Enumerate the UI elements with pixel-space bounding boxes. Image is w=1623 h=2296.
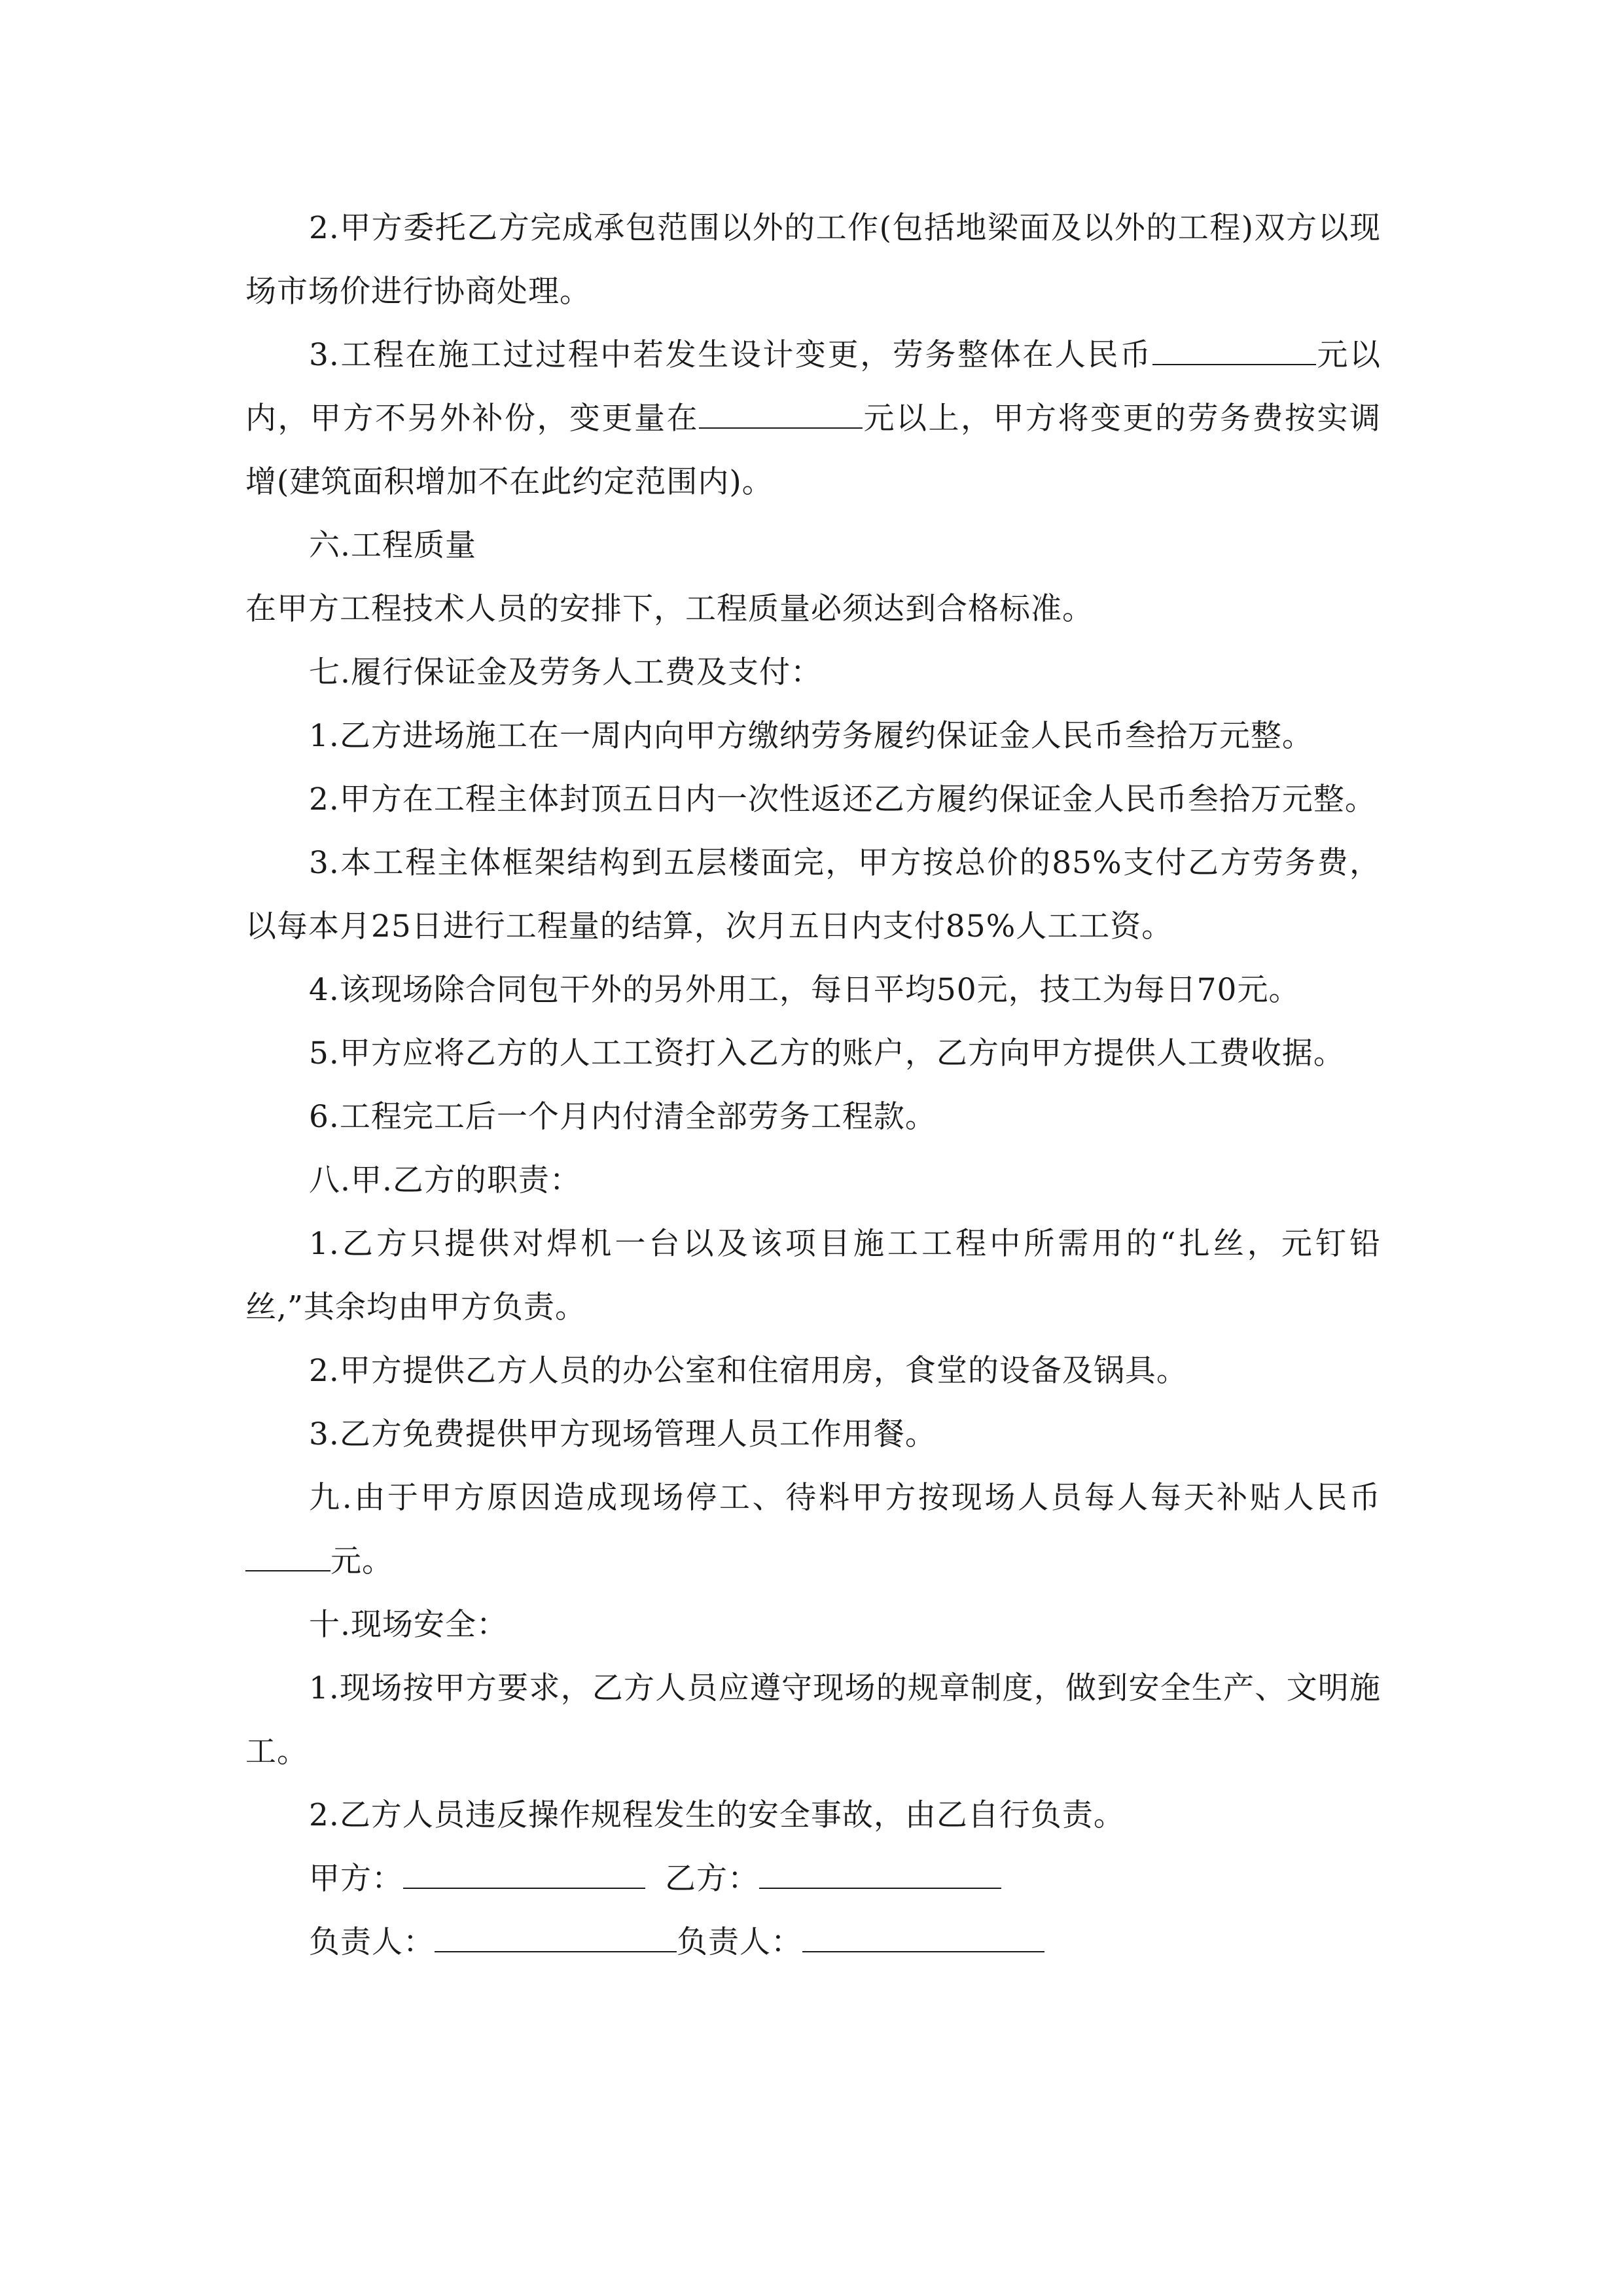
subsidy-blank[interactable]: [245, 1544, 330, 1571]
responsible-b-signature-line[interactable]: [802, 1925, 1044, 1952]
clause-8-1: 1.乙方只提供对焊机一台以及该项目施工工程中所需用的“扎丝，元钉铅丝,”其余均由甲方负责。: [245, 1226, 1381, 1325]
clause-5-3-part-c: 元以上，甲方将变更的劳务费按实调增(建筑面积增加不在此约定范围内)。: [245, 401, 1381, 500]
responsible-a-label: 负责人：: [309, 1924, 435, 1960]
section-6-text: 在甲方工程技术人员的安排下，工程质量必须达到合格标准。: [245, 591, 1094, 627]
signature-row-responsible: [245, 1910, 1381, 1974]
clause-7-4: 4.该现场除合同包干外的另外用工，每日平均50元，技工为每日70元。: [309, 972, 1300, 1008]
section-9: [245, 1466, 1381, 1593]
contract-body: [245, 196, 1381, 1974]
responsible-b-label: 负责人：: [677, 1924, 802, 1960]
clause-7-5: 5.甲方应将乙方的人工工资打入乙方的账户，乙方向甲方提供人工费收据。: [309, 1035, 1345, 1071]
clause-10-2: 2.乙方人员违反操作规程发生的安全事故，由乙自行负责。: [309, 1797, 1125, 1833]
clause-7-6: 6.工程完工后一个月内付清全部劳务工程款。: [309, 1099, 936, 1135]
signature-row-parties: [245, 1847, 1381, 1910]
clause-7-3: 3.本工程主体框架结构到五层楼面完，甲方按总价的85%支付乙方劳务费，以每本月25日进行工程量的结算，次月五日内支付85%人工工资。: [245, 845, 1381, 944]
clause-10-1: 1.现场按甲方要求，乙方人员应遵守现场的规章制度，做到安全生产、文明施工。: [245, 1670, 1381, 1770]
clause-8-3: 3.乙方免费提供甲方现场管理人员工作用餐。: [309, 1416, 936, 1452]
clause-7-1: 1.乙方进场施工在一周内向甲方缴纳劳务履约保证金人民币叁拾万元整。: [309, 718, 1313, 754]
party-b-label: 乙方：: [665, 1861, 759, 1897]
clause-5-2: 2.甲方委托乙方完成承包范围以外的工作(包括地梁面及以外的工程)双方以现场市场价进行协商处理。: [245, 210, 1381, 310]
clause-5-3-part-a: 3.工程在施工过过程中若发生设计变更，劳务整体在人民币: [309, 337, 1152, 373]
section-9-part-a: 九.由于甲方原因造成现场停工、待料甲方按现场人员每人每天补贴人民币: [309, 1480, 1381, 1516]
responsible-a-signature-line[interactable]: [435, 1925, 677, 1952]
party-b-signature-line[interactable]: [759, 1861, 1001, 1889]
clause-5-3-part-b: 元以内，甲方不另外补份，变更量在: [245, 337, 1382, 437]
section-10-heading: 十.现场安全：: [309, 1607, 508, 1643]
amount-blank-1[interactable]: [1152, 338, 1316, 365]
clause-5-3: [245, 323, 1381, 514]
clause-7-2: 2.甲方在工程主体封顶五日内一次性返还乙方履约保证金人民币叁拾万元整。: [309, 781, 1376, 817]
party-a-signature-line[interactable]: [403, 1861, 645, 1889]
clause-8-2: 2.甲方提供乙方人员的办公室和住宿用房，食堂的设备及锅具。: [309, 1353, 1188, 1389]
section-9-part-b: 元。: [330, 1543, 393, 1579]
section-7-heading: 七.履行保证金及劳务人工费及支付：: [309, 655, 822, 691]
party-a-label: 甲方：: [309, 1861, 403, 1897]
amount-blank-2[interactable]: [699, 401, 863, 429]
section-8-heading: 八.甲.乙方的职责：: [309, 1162, 581, 1198]
section-6-heading: 六.工程质量: [309, 528, 476, 564]
